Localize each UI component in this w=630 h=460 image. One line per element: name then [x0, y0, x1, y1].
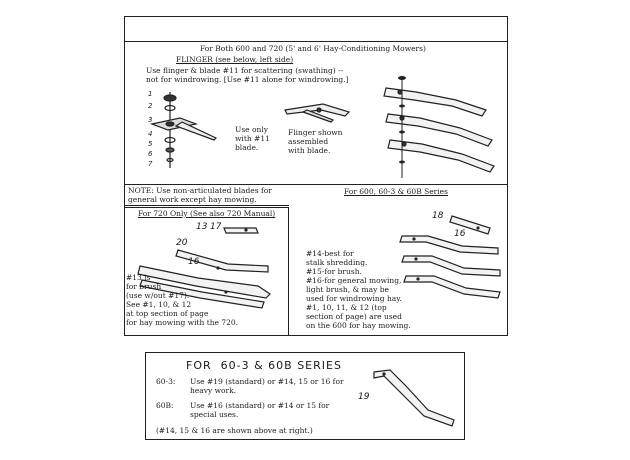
row-label-60-3: 60-3:: [156, 377, 176, 386]
panel-600-desc-7: #1, 10, 11, & 12 (top: [306, 303, 387, 312]
flinger-assembled-drawing: [283, 98, 353, 128]
note-line-2: general work except hay mowing.: [128, 195, 257, 204]
panel-600-desc-5: light brush, & may be: [306, 285, 389, 294]
blade-19-drawing: [372, 366, 458, 430]
part-number-label: 4: [148, 130, 153, 138]
panel-720-desc-1: #13 is: [126, 273, 151, 282]
row-text-60-3-line-1: Use #19 (standard) or #14, 15 or 16 for: [190, 377, 344, 386]
panel-720-title: For 720 Only (See also 720 Manual): [138, 209, 276, 218]
use-only-line-2: with #11: [235, 134, 270, 143]
panel-600-desc-4: #16-for general mowing,: [306, 276, 402, 285]
flinger-shown-line-2: assembled: [288, 137, 329, 146]
panel-720-desc-6: for hay mowing with the 720.: [126, 318, 239, 327]
panel-600-desc-1: #14-best for: [306, 249, 354, 258]
panel-600-desc-9: on the 600 for hay mowing.: [306, 321, 411, 330]
row-text-60b-line-2: special uses.: [190, 410, 239, 419]
note-line-1: NOTE: Use non-articulated blades for: [128, 186, 272, 195]
header-rule: [124, 41, 508, 42]
panel-720-desc-3: (use w/out #17).: [126, 291, 190, 300]
flinger-shown-line-3: with blade.: [288, 146, 331, 155]
panel-600-desc-3: #15-for brush.: [306, 267, 362, 276]
panel-720-desc-5: at top section of page: [126, 309, 209, 318]
row-text-60b-line-1: Use #16 (standard) or #14 or 15 for: [190, 401, 330, 410]
panel-720-desc-2: for brush: [126, 282, 162, 291]
panel-600-title: For 600, 60-3 & 60B Series: [344, 187, 448, 196]
flinger-exploded-drawing: [140, 86, 230, 176]
callout-number: 16: [454, 229, 466, 239]
callout-number: 17: [210, 222, 222, 232]
row-label-60b: 60B:: [156, 401, 174, 410]
callout-number: 16: [188, 257, 200, 267]
callout-number: 13: [196, 222, 208, 232]
part-number-label: 1: [148, 90, 153, 98]
series-footer: (#14, 15 & 16 are shown above at right.): [156, 426, 313, 435]
part-number-label: 5: [148, 140, 153, 148]
flinger-usage-line-1: Use flinger & blade #11 for scattering (swathing) --: [146, 66, 344, 75]
row-text-60-3-line-2: heavy work.: [190, 386, 237, 395]
panel-720-desc-4: See #1, 10, & 12: [126, 300, 192, 309]
flinger-title: FLINGER (see below, left side): [176, 55, 294, 64]
blades-600-drawing: [398, 200, 506, 306]
articulated-blade-drawing: [376, 70, 502, 180]
panel-600-desc-6: used for windrowing hay.: [306, 294, 402, 303]
flinger-shown-line-1: Flinger shown: [288, 128, 343, 137]
part-number-label: 2: [148, 102, 153, 110]
part-number-label: 6: [148, 150, 153, 158]
series-title: FOR 60-3 & 60B SERIES: [186, 359, 342, 372]
callout-number: 18: [432, 211, 444, 221]
use-only-line-1: Use only: [235, 125, 268, 134]
part-number-label: 7: [148, 160, 153, 168]
section-header: For Both 600 and 720 (5' and 6' Hay-Conditioning Mowers): [200, 44, 426, 53]
use-only-line-3: blade.: [235, 143, 259, 152]
panel-600-desc-8: section of page) are used: [306, 312, 402, 321]
callout-number: 20: [176, 238, 188, 248]
part-number-label: 3: [148, 116, 153, 124]
panel-600-desc-2: stalk shredding.: [306, 258, 368, 267]
callout-19: 19: [358, 392, 370, 402]
flinger-usage-line-2: not for windrowing. [Use #11 alone for windrowing.]: [146, 75, 349, 84]
